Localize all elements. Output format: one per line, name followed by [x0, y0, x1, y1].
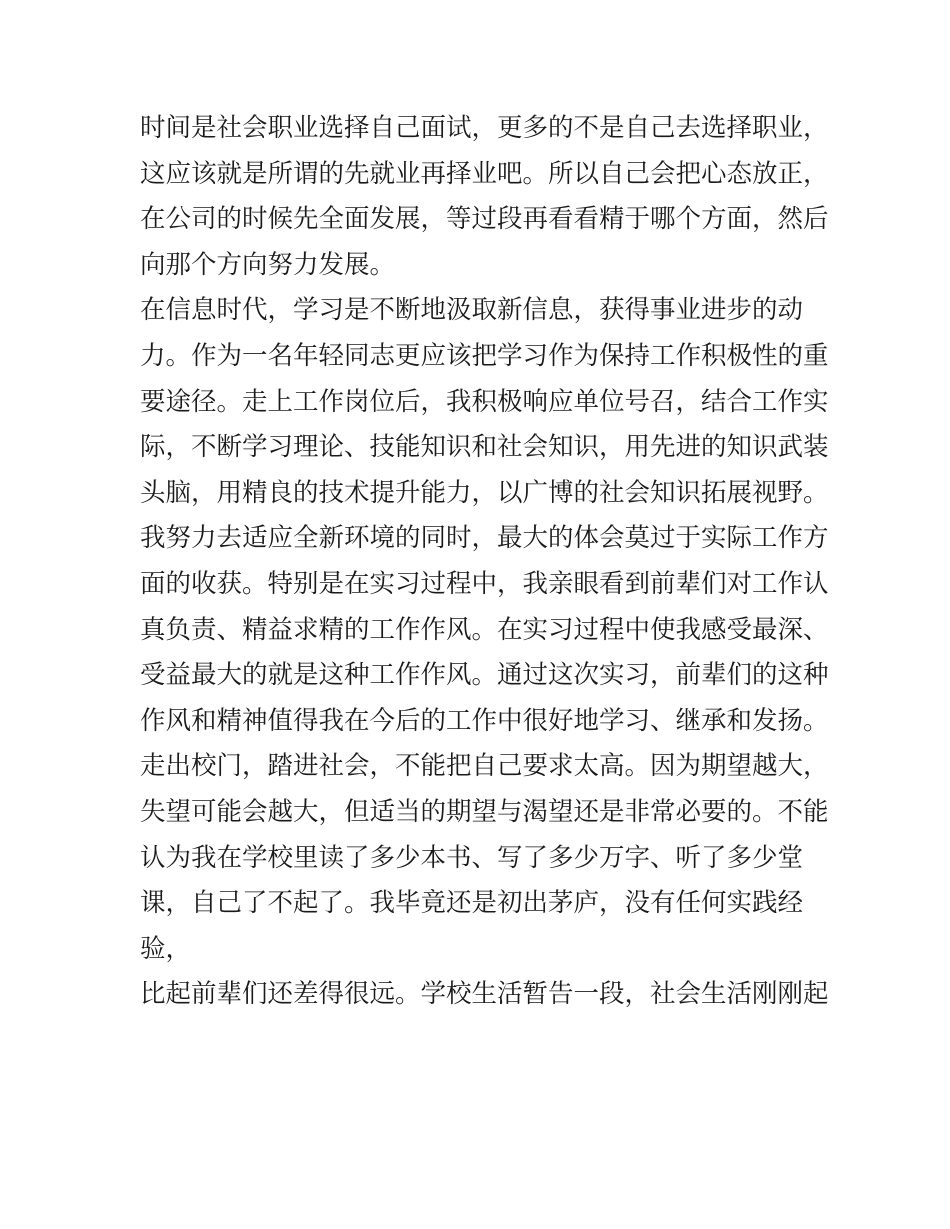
text-line: 失望可能会越大，但适当的期望与渴望还是非常必要的。不能 [140, 796, 829, 827]
text-line: 在公司的时候先全面发展，等过段再看看精于哪个方面，然后 [140, 204, 829, 235]
text-line: 际，不断学习理论、技能知识和社会知识，用先进的知识武装 [140, 432, 829, 463]
text-line: 课，自己了不起了。我毕竟还是初出茅庐，没有任何实践经 [140, 888, 804, 919]
text-line: 我努力去适应全新环境的同时，最大的体会莫过于实际工作方 [140, 523, 829, 554]
text-line: 受益最大的就是这种工作作风。通过这次实习，前辈们的这种 [140, 660, 829, 691]
text-line: 头脑，用精良的技术提升能力，以广博的社会知识拓展视野。 [140, 477, 829, 508]
text-line: 力。作为一名年轻同志更应该把学习作为保持工作积极性的重 [140, 340, 829, 371]
text-line: 验， [140, 933, 192, 964]
text-line: 比起前辈们还差得很远。学校生活暂告一段，社会生活刚刚起 [140, 979, 829, 1010]
text-line: 真负责、精益求精的工作作风。在实习过程中使我感受最深、 [140, 614, 829, 645]
text-line: 走出校门，踏进社会，不能把自己要求太高。因为期望越大， [140, 751, 829, 782]
text-line: 面的收获。特别是在实习过程中，我亲眼看到前辈们对工作认 [140, 568, 829, 599]
text-line: 这应该就是所谓的先就业再择业吧。所以自己会把心态放正， [140, 158, 829, 189]
text-line: 作风和精神值得我在今后的工作中很好地学习、继承和发扬。 [140, 705, 829, 736]
text-line: 向那个方向努力发展。 [140, 249, 396, 280]
text-line: 要途径。走上工作岗位后，我积极响应单位号召，结合工作实 [140, 386, 829, 417]
text-line: 时间是社会职业选择自己面试，更多的不是自己去选择职业， [140, 113, 829, 143]
text-line: 在信息时代，学习是不断地汲取新信息，获得事业进步的动 [140, 295, 804, 326]
text-line: 认为我在学校里读了多少本书、写了多少万字、听了多少堂 [140, 842, 804, 873]
body-text [140, 106, 829, 1018]
